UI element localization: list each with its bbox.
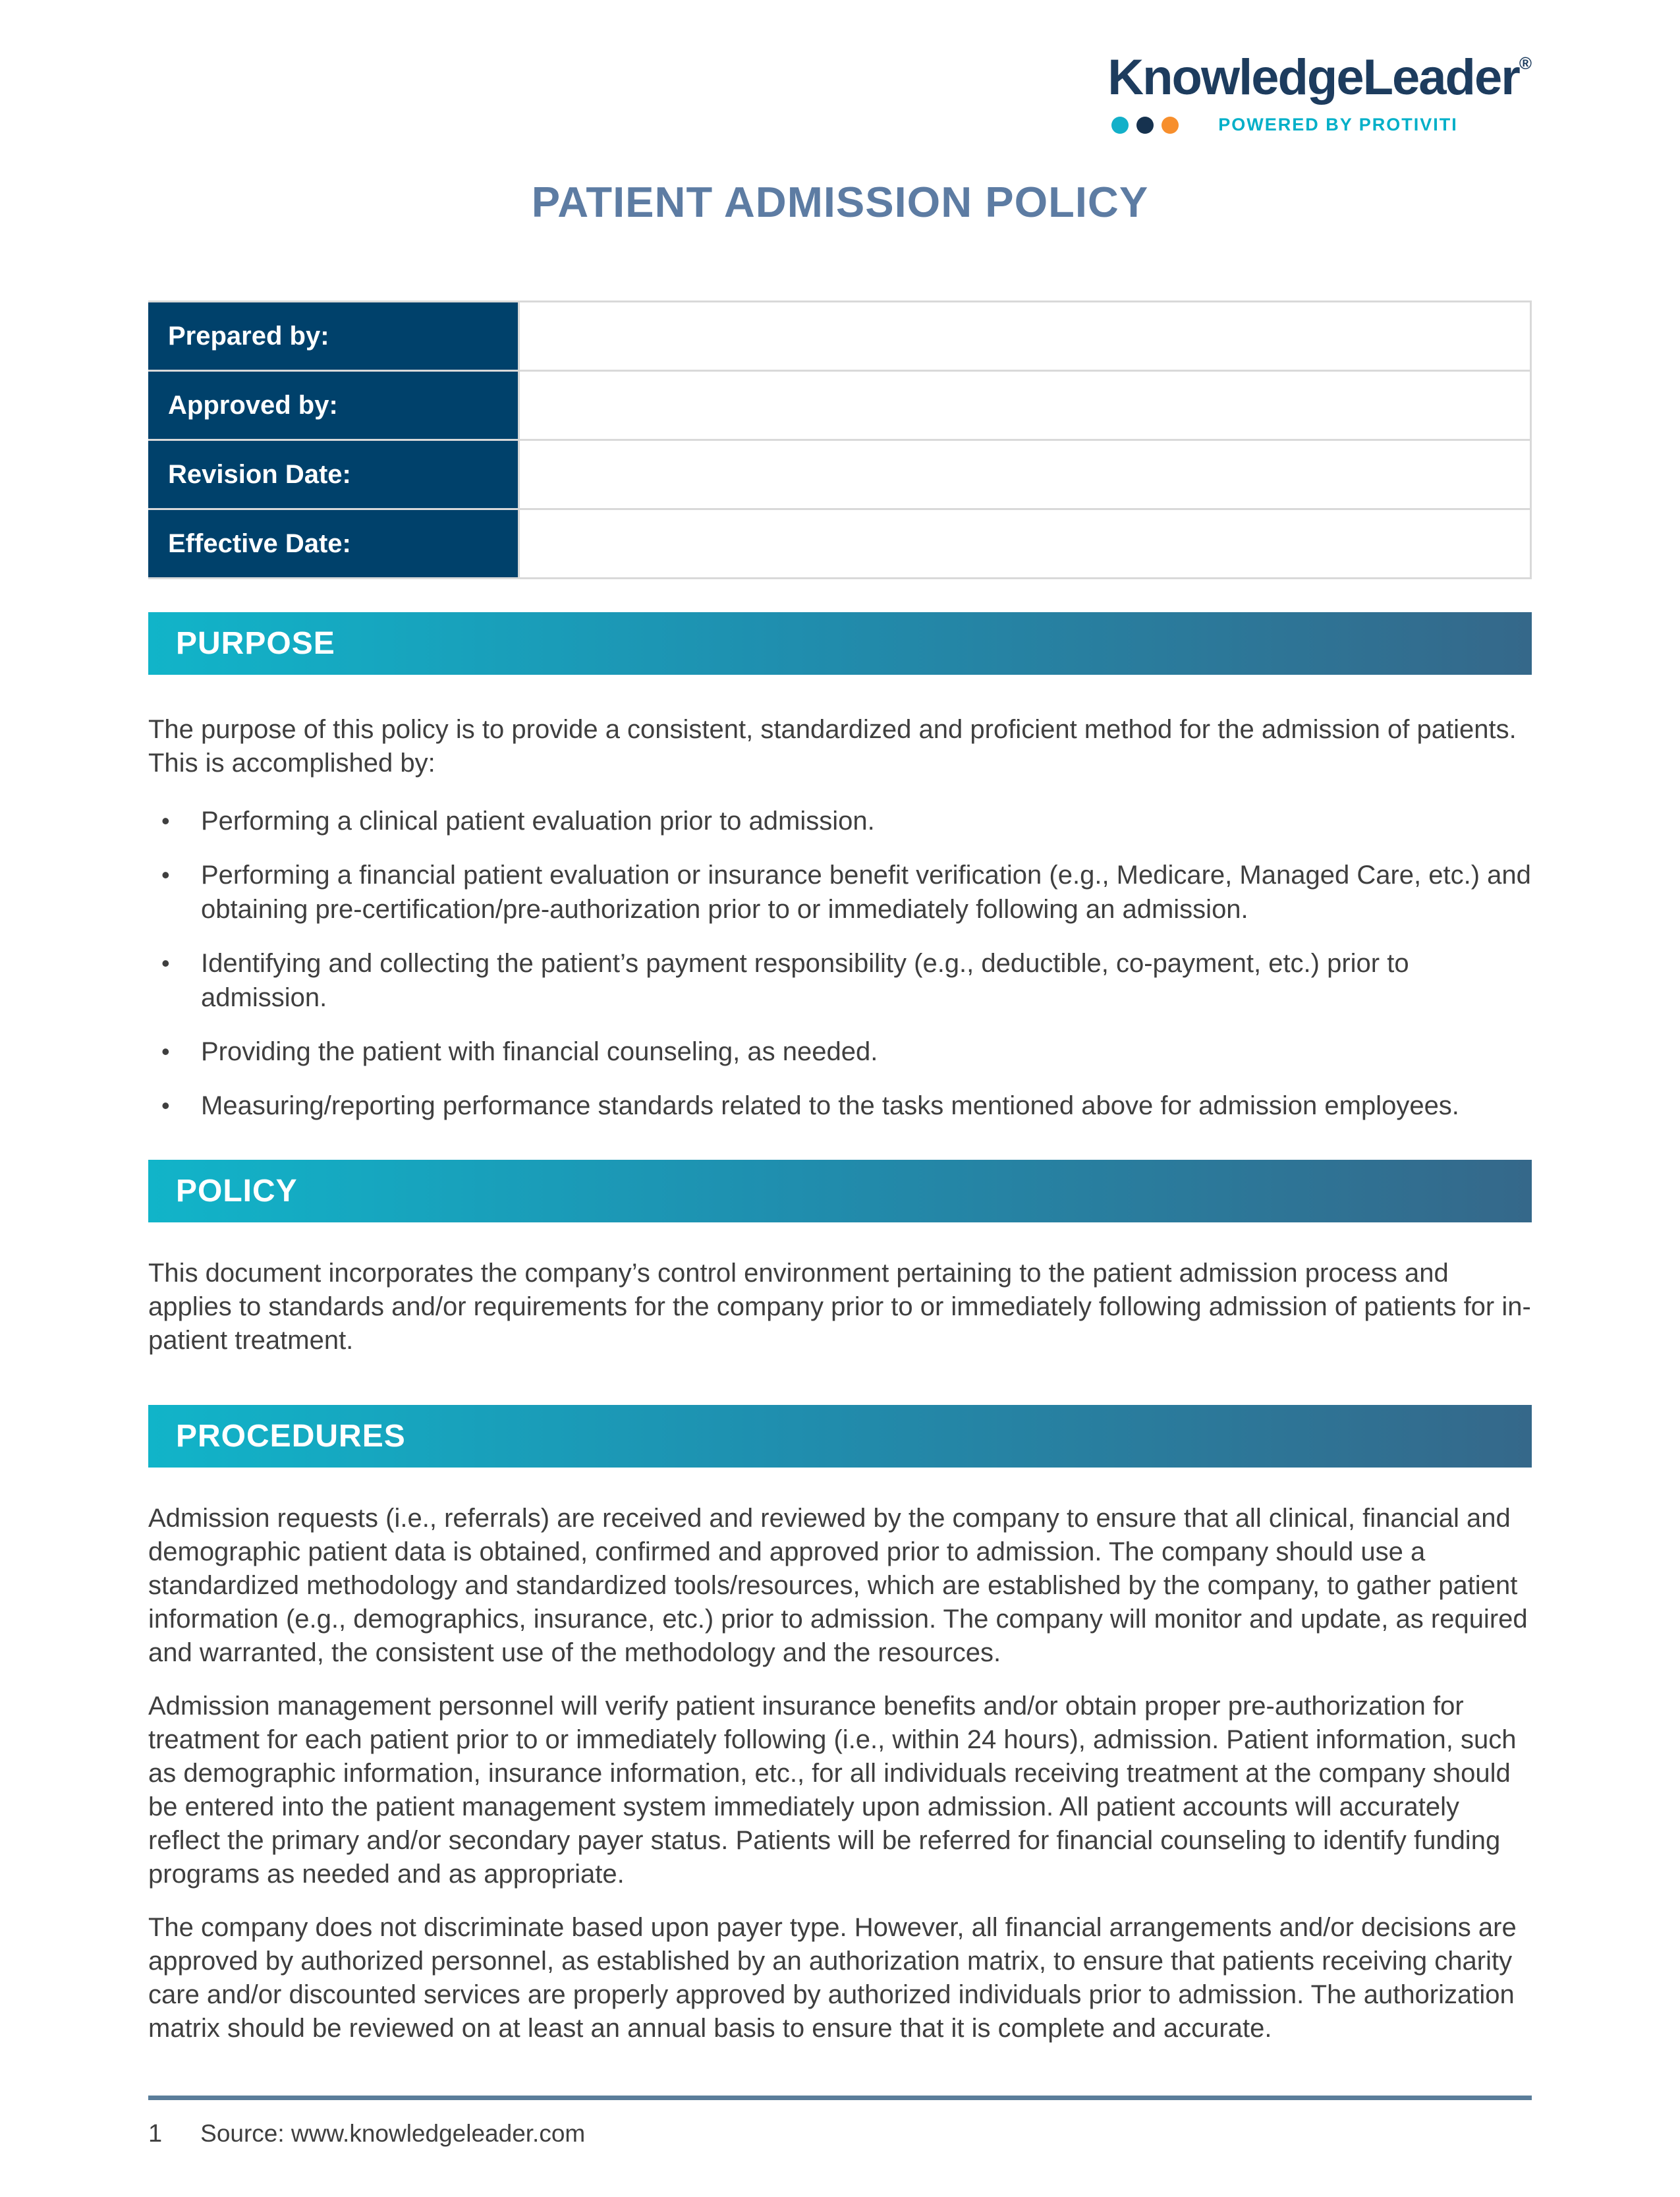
bullet-icon: • (161, 1038, 170, 1065)
table-row (148, 302, 1531, 371)
purpose-intro-paragraph: The purpose of this policy is to provide a consistent, standardized and proficient method for the admission of patients. This is accomplished by: (148, 715, 1517, 778)
revision-date-label-cell: Revision Date: (148, 440, 519, 509)
page-number: 1 (148, 2120, 163, 2148)
logo-brand-text (1107, 49, 1532, 105)
logo-tagline: POWERED BY PROTIVITI (1218, 115, 1458, 134)
footer-row (148, 2120, 1532, 2148)
logo-brand-name: KnowledgeLeader (1107, 49, 1519, 105)
bullet-icon: • (161, 861, 170, 888)
bullet-text: Providing the patient with financial counseling, as needed. (201, 1037, 878, 1066)
purpose-heading-bar (148, 612, 1532, 675)
bullet-icon: • (161, 1092, 170, 1119)
approved-by-label-cell: Approved by: (148, 371, 519, 440)
logo-subrow (1111, 115, 1458, 135)
policy-heading-bar (148, 1160, 1532, 1222)
approved-by-value-cell (519, 371, 1531, 440)
knowledgeleader-logo (1107, 49, 1532, 135)
bullet-text: Performing a financial patient evaluation or insurance benefit verification (e.g., Medicare, Managed Care, etc.) and obtaining pre-certification/pre-authorization prior to or immediately following an admission. (201, 861, 1531, 924)
registered-trademark-icon: ® (1519, 53, 1532, 73)
procedures-heading-bar (148, 1405, 1532, 1468)
table-row (148, 371, 1531, 440)
effective-date-value-cell (519, 509, 1531, 579)
table-row (148, 509, 1531, 579)
info-table (148, 300, 1532, 579)
bullet-item (148, 1089, 1532, 1123)
policy-heading: POLICY (176, 1174, 298, 1209)
logo-dot-cyan-icon (1111, 117, 1129, 134)
bullet-item (148, 804, 1532, 838)
procedures-paragraph: The company does not discriminate based upon payer type. However, all financial arrangements and/or decisions are approved by authorized personnel, as established by an authorization matrix, to ensure that patients receiving charity care and/or discounted services are properly approved by authorized individuals prior to admission. The authorization matrix should be reviewed on at least an annual basis to ensure that it is complete and accurate. (148, 1913, 1517, 2043)
bullet-icon: • (161, 950, 170, 977)
procedures-paragraph: Admission requests (i.e., referrals) are received and reviewed by the company to ensure that all clinical, financial and demographic patient data is obtained, confirmed and approved prior to admission. The company should use a standardized methodology and standardized tools/resources, which are established by the company, to gather patient information (e.g., demographics, insurance, etc.) prior to admission. The company will monitor and update, as required and warranted, the consistent use of the methodology and the resources. (148, 1504, 1528, 1667)
prepared-by-value-cell (519, 302, 1531, 371)
policy-paragraph: This document incorporates the company’s control environment pertaining to the patient admission process and applies to standards and/or requirements for the company prior to or immediately following admission of patients for in-patient treatment. (148, 1259, 1531, 1355)
table-row (148, 440, 1531, 509)
bullet-text: Identifying and collecting the patient’s payment responsibility (e.g., deductible, co-payment, etc.) prior to admission. (201, 949, 1409, 1012)
effective-date-label-cell: Effective Date: (148, 509, 519, 579)
page-footer (148, 2096, 1532, 2148)
bullet-item (148, 858, 1532, 927)
bullet-item (148, 946, 1532, 1015)
bullet-icon: • (161, 807, 170, 834)
logo-dot-navy-icon (1136, 117, 1154, 134)
logo-dot-orange-icon (1162, 117, 1179, 134)
prepared-by-label-cell: Prepared by: (148, 302, 519, 371)
procedures-heading: PROCEDURES (176, 1419, 406, 1454)
footer-divider (148, 2096, 1532, 2100)
page-title: PATIENT ADMISSION POLICY (531, 178, 1149, 226)
purpose-heading: PURPOSE (176, 626, 335, 661)
purpose-bullet-list (148, 804, 1532, 1123)
bullet-text: Performing a clinical patient evaluation prior to admission. (201, 807, 875, 836)
source-text: Source: www.knowledgeleader.com (200, 2120, 586, 2147)
revision-date-value-cell (519, 440, 1531, 509)
procedures-paragraph: Admission management personnel will verify patient insurance benefits and/or obtain proper pre-authorization for treatment for each patient prior to or immediately following (i.e., within 24 hours), admission. Patient information, such as demographic information, insurance information, etc., for all individuals receiving treatment at the company should be entered into the patient management system immediately upon admission. All patient accounts will accurately reflect the primary and/or secondary payer status. Patients will be referred for financial counseling to identify funding programs as needed and as appropriate. (148, 1692, 1517, 1889)
bullet-item (148, 1035, 1532, 1069)
bullet-text: Measuring/reporting performance standards related to the tasks mentioned above for admission employees. (201, 1091, 1459, 1120)
